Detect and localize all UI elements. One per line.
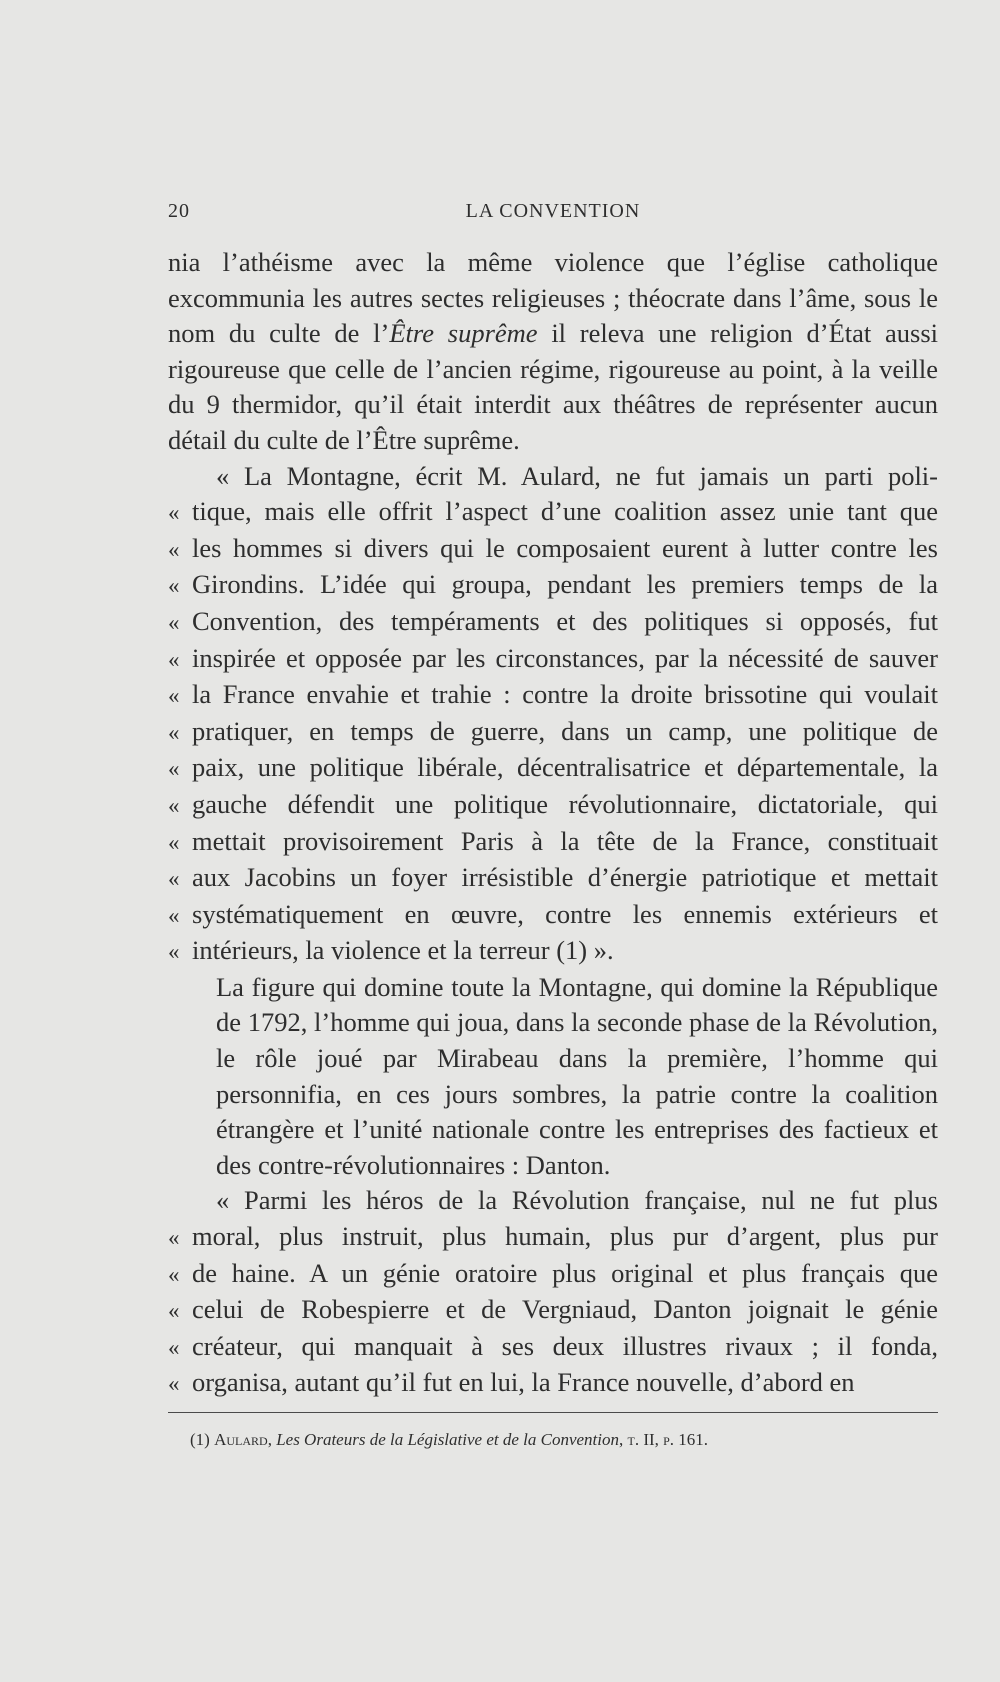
quote-mark: «: [168, 1225, 180, 1251]
quote-text: systématiquement en œuvre, contre les ennemis extérieurs et: [192, 898, 938, 929]
quote-line: [168, 933, 938, 970]
quote-text: paix, une politique libérale, décentralisatrice et départementale, la: [192, 752, 938, 783]
quote-mark: «: [168, 1371, 180, 1397]
quote-line: [168, 531, 938, 568]
quote-line: [168, 860, 938, 897]
footnote-ref: , t. II, p. 161.: [618, 1430, 709, 1449]
quote-text: mettait provisoirement Paris à la tête de la France, constituait: [192, 825, 938, 856]
footnote-title: Les Orateurs de la Législative et de la Convention: [276, 1430, 619, 1449]
quote-line: [168, 750, 938, 787]
paragraph-text: il releva une religion d’État aussi rigoureuse que celle de l’ancien régime, rigoureuse au point, à la veille du 9 thermidor, qu’il était interdit aux théâtres de représenter aucun détail du culte de l’Être suprême.: [168, 318, 939, 455]
quote-mark: «: [168, 646, 180, 672]
quote-text: Convention, des tempéraments et des politiques si opposés, fut: [192, 605, 938, 636]
quote-line: [168, 1292, 938, 1329]
quote-line: [168, 714, 938, 751]
quote-mark: «: [168, 536, 180, 562]
quote-aulard: [168, 494, 938, 970]
quote-line: [168, 897, 938, 934]
page-number: 20: [168, 200, 190, 222]
quote-mark: «: [168, 756, 180, 782]
quote-mark: «: [168, 939, 180, 965]
quote-mark: «: [168, 609, 180, 635]
quote-danton: [168, 1219, 938, 1402]
quote-mark: «: [168, 1334, 180, 1360]
quote-mark: «: [168, 1261, 180, 1287]
running-title: LA CONVENTION: [465, 200, 641, 222]
quote-line: [168, 459, 938, 495]
quote-line: [168, 677, 938, 714]
quote-text: tique, mais elle offrit l’aspect d’une coalition assez unie tant que: [192, 496, 938, 527]
quote-mark: «: [168, 573, 180, 599]
quote-line: [168, 1329, 938, 1366]
quote-text: « La Montagne, écrit M. Aulard, ne fut jamais un parti poli-: [216, 460, 938, 491]
quote-line: [168, 604, 938, 641]
quote-text: inspirée et opposée par les circonstances, par la nécessité de sauver: [192, 642, 938, 673]
quote-mark: «: [168, 829, 180, 855]
quote-text: Girondins. L’idée qui groupa, pendant les premiers temps de la: [192, 569, 938, 600]
paragraph-robespierre: [168, 245, 938, 459]
quote-text: intérieurs, la violence et la terreur (1) ».: [192, 935, 614, 966]
page-body: [168, 245, 938, 1402]
quote-text: créateur, qui manquait à ses deux illustres rivaux ; il fonda,: [192, 1330, 938, 1361]
quote-line: [168, 1219, 938, 1256]
quote-line: [168, 494, 938, 531]
quote-line: [168, 1256, 938, 1293]
quote-text: celui de Robespierre et de Vergniaud, Danton joignait le génie: [192, 1294, 938, 1325]
quote-text: la France envahie et trahie : contre la droite brissotine qui voulait: [192, 679, 938, 710]
quote-text: pratiquer, en temps de guerre, dans un camp, une politique de: [192, 715, 938, 746]
paragraph-danton: La figure qui domine toute la Montagne, qui domine la République de 1792, l’homme qui joua, dans la seconde phase de la Révolution, le rôle joué par Mirabeau dans la première, l’homme qui personnifia, en ces jours sombres, la patrie contre la coalition étrangère et l’unité nationale contre les entreprises des factieux et des contre-révolutionnaires : Danton.: [216, 971, 938, 1180]
quote-mark: «: [168, 500, 180, 526]
footnote-author: Aulard: [214, 1430, 268, 1449]
quote-text: « Parmi les héros de la Révolution française, nul ne fut plus: [216, 1185, 938, 1216]
running-header: [168, 200, 938, 232]
quote-text: de haine. A un génie oratoire plus original et plus français que: [192, 1257, 938, 1288]
quote-mark: «: [168, 1298, 180, 1324]
quote-line: [168, 1365, 938, 1402]
quote-line: [168, 567, 938, 604]
quote-mark: «: [168, 792, 180, 818]
footnote-rule: [168, 1412, 938, 1413]
quote-mark: «: [168, 866, 180, 892]
footnote: (1) Aulard, Les Orateurs de la Législative et de la Convention, t. II, p. 161.: [190, 1430, 709, 1449]
quote-line: [168, 824, 938, 861]
quote-text: organisa, autant qu’il fut en lui, la France nouvelle, d’abord en: [192, 1367, 855, 1398]
italic-term: Être suprême: [389, 318, 538, 349]
quote-text: moral, plus instruit, plus humain, plus pur d’argent, plus pur: [192, 1221, 938, 1252]
quote-text: les hommes si divers qui le composaient eurent à lutter contre les: [192, 532, 938, 563]
quote-mark: «: [168, 719, 180, 745]
quote-line: [168, 787, 938, 824]
footnote-marker: (1): [190, 1430, 210, 1449]
paragraph-text: nia l’athéisme avec la même violence que l’église catholique excommunia les autres sectes religieuses ; théocrate dans l’âme, sous le nom du culte de l’: [168, 247, 938, 349]
quote-mark: «: [168, 683, 180, 709]
quote-line: [168, 1183, 938, 1219]
quote-line: [168, 641, 938, 678]
quote-text: gauche défendit une politique révolutionnaire, dictatoriale, qui: [192, 788, 938, 819]
quote-text: aux Jacobins un foyer irrésistible d’énergie patriotique et mettait: [192, 862, 938, 893]
quote-mark: «: [168, 902, 180, 928]
